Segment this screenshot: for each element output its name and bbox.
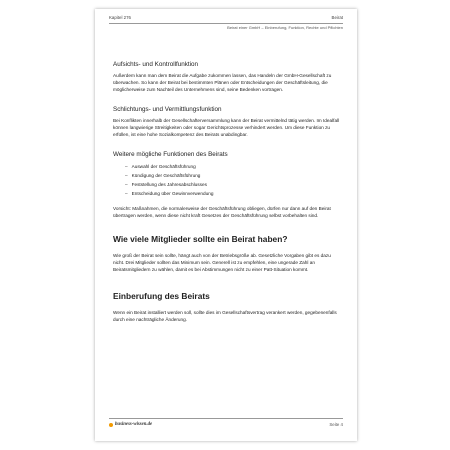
page-header [109, 15, 343, 20]
section-text: Wenn ein Beirat installiert werden soll, sollte dies im Gesellschaftsvertrag verankert werden, gegebenenfalls durch eine nachträgliche Änderung. [113, 310, 337, 323]
page-footer [109, 418, 343, 427]
footer-divider [109, 418, 343, 419]
caution-note: Vorsicht: Maßnahmen, die normalerweise der Geschäftsführung obliegen, dürfen nur dann auf den Beirat übertragen werden, wenn diese nicht kraft Gesetzes der Geschäftsführung selbst vorbehalten sind. [113, 206, 331, 219]
list-item: – Feststellung des Jahresabschlusses [125, 180, 341, 189]
list-item: – Auswahl der Geschäftsführung [125, 162, 341, 171]
header-topic: Beirat [331, 15, 343, 20]
brand-logo [109, 422, 152, 427]
list-item: – Kündigung der Geschäftsführung [125, 171, 341, 180]
page-number: Seite 4 [329, 422, 343, 427]
section-text: Wie groß der Beirat sein sollte, hängt auch von der Betriebsgröße ab. Gesetzliche Vorgaben gibt es dazu nicht. Drei Mitglieder sollten das Minimum sein. Generell ist zu empfehlen, eine ungerade Zahl an Beiratsmitgliedern zu wählen, damit es bei Abstimmungen nicht zu einer Patt-Situation kommt. [113, 252, 331, 273]
logo-dot-icon [109, 423, 113, 427]
section-heading: Aufsichts- und Kontrollfunktion [113, 61, 199, 68]
section-heading: Weitere mögliche Funktionen des Beirats [113, 151, 228, 159]
section-heading-mitglieder: Wie viele Mitglieder sollte ein Beirat haben? [113, 233, 288, 244]
section-text: Bei Konflikten innerhalb der Gesellschafterversammlung kann der Beirat vermittelnd tätig werden. Im Idealfall können langwierige Streitigkeiten oder sogar Gerichtsprozesse verhindert werden. Um diese Funktion zu erfüllen, ist eine hohe Sozialkompetenz des Beirats unabdingbar. [113, 117, 340, 138]
section-weitere [113, 151, 341, 219]
section-heading-einberufung: Einberufung des Beirats [113, 291, 210, 302]
function-list [113, 162, 341, 198]
page-content [113, 61, 341, 324]
header-chapter: Kapitel 276 [109, 15, 131, 20]
section-aufsicht [113, 61, 341, 94]
document-page [95, 9, 357, 441]
logo-text: business-wissen.de [115, 422, 153, 427]
section-schlichtung [113, 106, 341, 139]
section-heading: Schlichtungs- und Vermittlungsfunktion [113, 105, 222, 113]
header-subtitle: Beirat einer GmbH – Einberufung, Funktion, Rechte und Pflichten [227, 24, 343, 30]
section-text: Außerdem kann man dem Beirat die Aufgabe zukommen lassen, das Handeln der GmbH-Gesellschaft zu überwachen. So kann der Beirat bei bestimmten Plänen oder Entscheidungen der Geschäftsleitung, die möglicherweise zum Nachteil des Unternehmens sind, seine Bedenken vortragen. [113, 73, 332, 93]
list-item: – Entscheidung über Gewinnverwendung [125, 189, 341, 198]
